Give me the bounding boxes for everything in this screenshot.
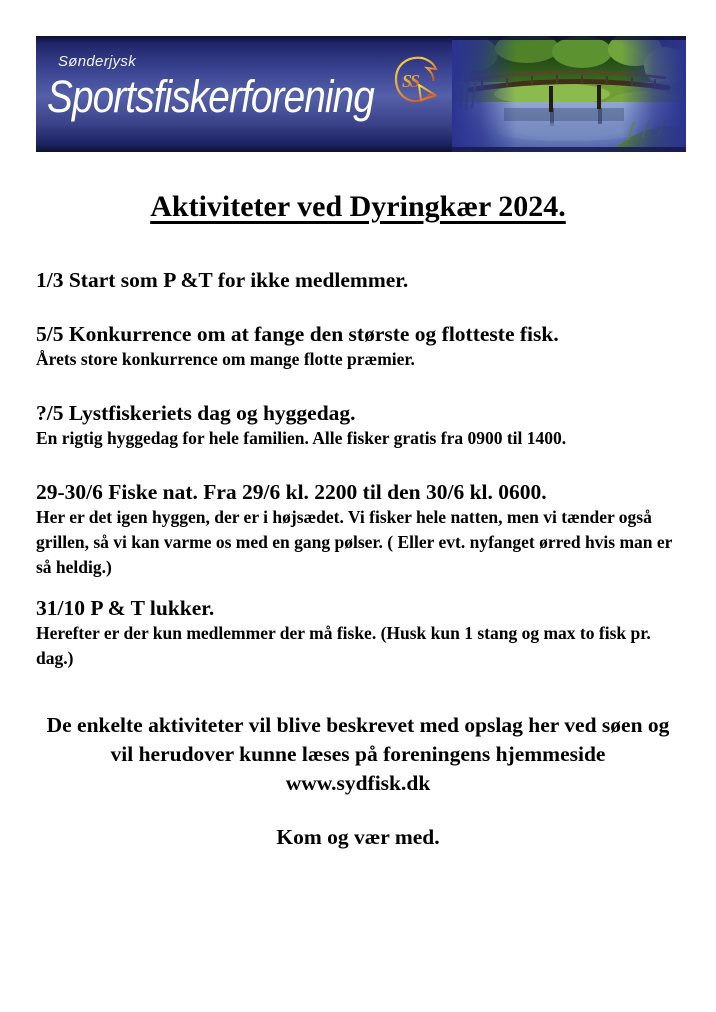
activity-heading: 31/10 P & T lukker. xyxy=(36,596,215,620)
activity-description: Herefter er der kun medlemmer der må fiske. (Husk kun 1 stang og max to fisk pr. dag.) xyxy=(36,623,651,668)
club-banner xyxy=(36,36,686,152)
page-title: Aktiviteter ved Dyringkær 2024. xyxy=(150,190,566,223)
svg-text:SS: SS xyxy=(402,71,419,91)
org-name-small: Sønderjysk xyxy=(58,53,137,70)
activity-heading: 29-30/6 Fiske nat. Fra 29/6 kl. 2200 til den 30/6 kl. 0600. xyxy=(36,480,547,504)
activity-heading: 1/3 Start som P &T for ikke medlemmer. xyxy=(36,268,409,292)
bridge-pond-photo xyxy=(452,36,686,152)
activity-item-4 xyxy=(36,479,680,580)
org-name-large: Sportsfiskerforening xyxy=(47,71,374,122)
activity-item-1 xyxy=(36,267,680,293)
activity-item-2 xyxy=(36,321,680,372)
closing-line: Kom og vær med. xyxy=(276,825,440,849)
activity-description: En rigtig hyggedag for hele familien. Alle fisker gratis fra 0900 til 1400. xyxy=(36,428,567,448)
activity-description: Her er det igen hyggen, der er i højsædet. Vi fisker hele natten, men vi tænder også grillen, så vi kan varme os med en gang pølser. ( Eller evt. nyfanget ørred hvis man er så heldig.) xyxy=(36,507,673,577)
activity-heading: ?/5 Lystfiskeriets dag og hyggedag. xyxy=(36,401,356,425)
footer-notice: De enkelte aktiviteter vil blive beskrevet med opslag her ved søen og vil herudover kunne læses på foreningens hjemmeside www.sydfisk.dk xyxy=(46,713,670,795)
activity-description: Årets store konkurrence om mange flotte præmier. xyxy=(36,349,415,369)
fish-logo-icon xyxy=(393,55,441,105)
activity-item-5 xyxy=(36,595,680,671)
activity-item-3 xyxy=(36,400,680,451)
activity-heading: 5/5 Konkurrence om at fange den største og flotteste fisk. xyxy=(36,322,559,346)
activities-list xyxy=(36,267,680,851)
